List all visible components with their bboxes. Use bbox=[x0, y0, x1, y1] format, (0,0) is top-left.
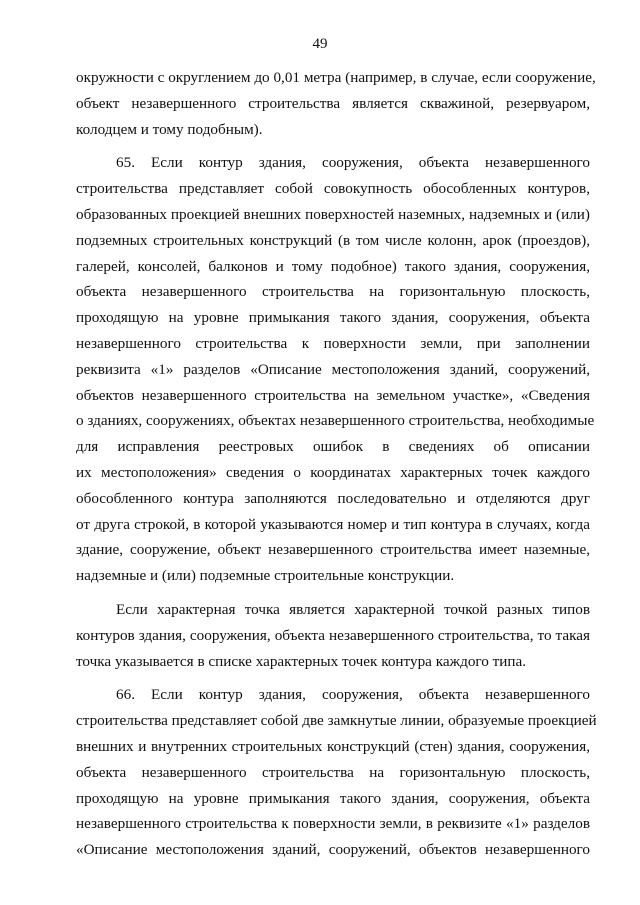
text-line: подземных строительных конструкций (в том числе колонн, арок (проездов), bbox=[76, 231, 590, 249]
text-line: контуров здания, сооружения, объекта незавершенного строительства, то такая bbox=[76, 626, 590, 644]
text-line: 65. Если контур здания, сооружения, объекта незавершенного bbox=[116, 154, 590, 172]
text-line: колодцем и тому подобным). bbox=[76, 120, 263, 138]
text-line: для исправления реестровых ошибок в сведениях об описании bbox=[76, 438, 590, 456]
text-line: проходящую на уровне примыкания такого здания, сооружения, объекта bbox=[76, 789, 590, 807]
paragraph bbox=[76, 597, 590, 674]
paragraph-65 bbox=[76, 150, 595, 589]
text-line: объекта незавершенного строительства на горизонтальную плоскость, bbox=[76, 283, 590, 301]
text-line: 66. Если контур здания, сооружения, объекта незавершенного bbox=[116, 686, 590, 704]
text-line: внешних и внутренних строительных конструкций (стен) здания, сооружения, bbox=[76, 737, 590, 755]
text-line: галерей, консолей, балконов и тому подобное) такого здания, сооружения, bbox=[76, 257, 590, 275]
text-line: незавершенного строительства к поверхности земли, в реквизите «1» разделов bbox=[76, 815, 590, 833]
text-line: строительства представляет собой совокупность обособленных контуров, bbox=[76, 180, 590, 198]
document-body bbox=[76, 65, 597, 863]
text-line: «Описание местоположения зданий, сооружений, объектов незавершенного bbox=[76, 841, 590, 859]
text-line: Если характерная точка является характерной точкой разных типов bbox=[116, 600, 590, 618]
text-line: объектов незавершенного строительства на земельном участке», «Сведения bbox=[76, 386, 590, 404]
text-line: обособленного контура заполняются последовательно и отделяются друг bbox=[76, 489, 590, 507]
text-line: надземные и (или) подземные строительные конструкции. bbox=[76, 567, 455, 585]
text-line: объект незавершенного строительства является скважиной, резервуаром, bbox=[76, 94, 590, 112]
page-number: 49 bbox=[312, 36, 328, 52]
text-line: о зданиях, сооружениях, объектах незавершенного строительства, необходимые bbox=[76, 412, 595, 430]
text-line: незавершенного строительства к поверхности земли, при заполнении bbox=[76, 334, 590, 352]
text-line: образованных проекцией внешних поверхностей наземных, надземных и (или) bbox=[76, 205, 590, 223]
text-line: точка указывается в списке характерных точек контура каждого типа. bbox=[76, 652, 527, 670]
paragraph-66 bbox=[76, 682, 597, 863]
text-line: здание, сооружение, объект незавершенного строительства имеет наземные, bbox=[76, 541, 590, 559]
text-line: реквизита «1» разделов «Описание местоположения зданий, сооружений, bbox=[76, 360, 590, 378]
text-line: их местоположения» сведения о координатах характерных точек каждого bbox=[76, 463, 590, 481]
text-line: от друга строкой, в которой указываются номер и тип контура в случаях, когда bbox=[76, 515, 590, 533]
text-line: объекта незавершенного строительства на горизонтальную плоскость, bbox=[76, 763, 590, 781]
text-line: окружности с округлением до 0,01 метра (например, в случае, если сооружение, bbox=[76, 69, 596, 86]
text-line: строительства представляет собой две замкнутые линии, образуемые проекцией bbox=[76, 712, 597, 730]
text-line: проходящую на уровне примыкания такого здания, сооружения, объекта bbox=[76, 309, 590, 327]
paragraph bbox=[76, 65, 596, 142]
